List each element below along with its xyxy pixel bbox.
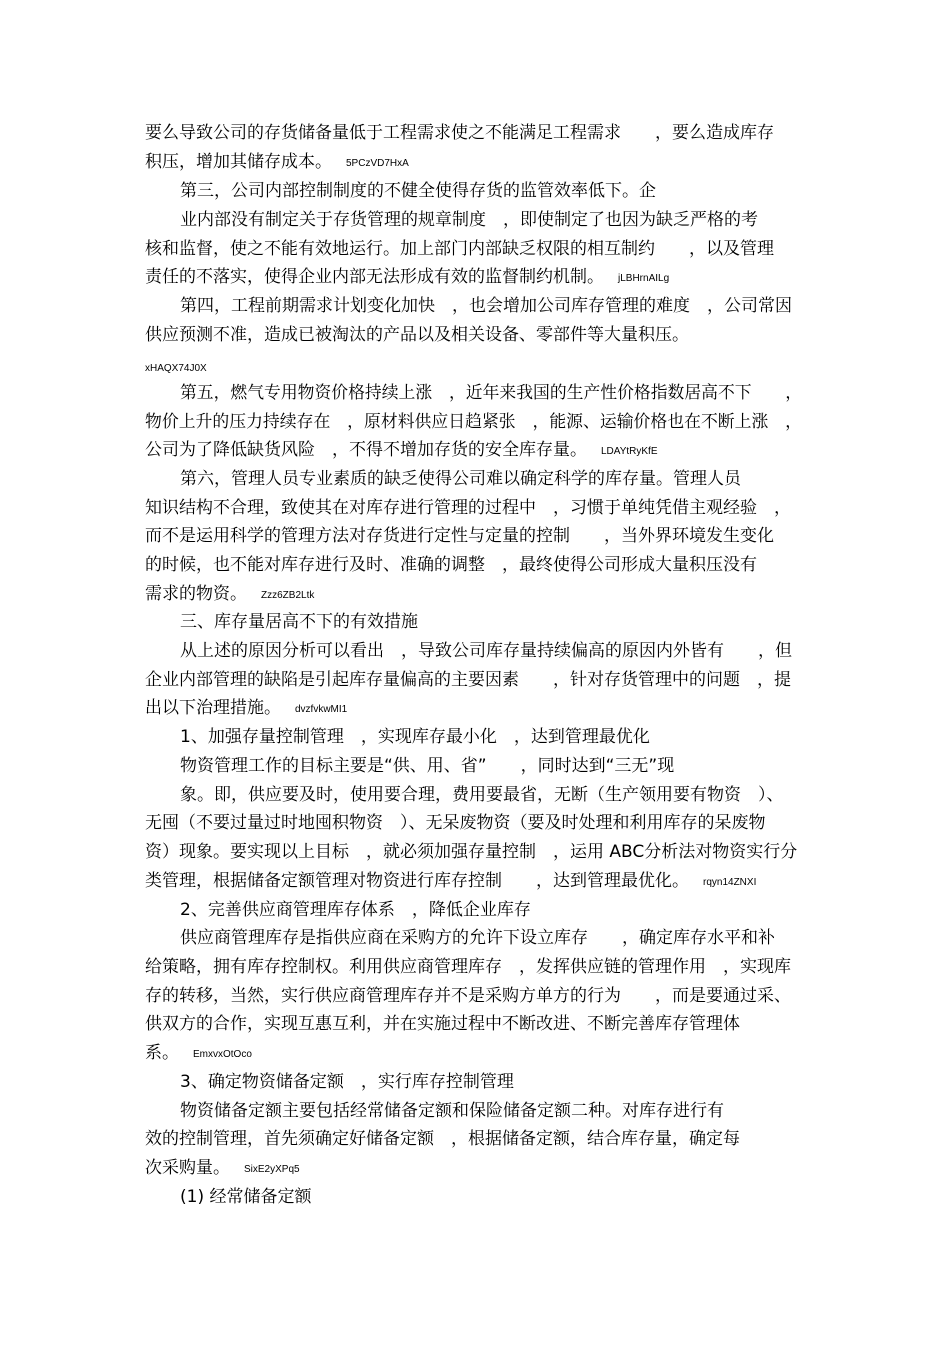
line-text: 无囤（不要过量过时地囤积物资 ）、无呆废物资（要及时处理和利用库存的呆废物 (145, 813, 766, 833)
text-line (145, 583, 314, 605)
text-line (180, 180, 656, 202)
subsection-heading (180, 1071, 514, 1093)
reference-code: 5PCzVD7HxA (346, 158, 409, 169)
heading-text: 3、确定物资储备定额 ，实行库存控制管理 (180, 1072, 514, 1092)
line-text: 供应预测不准，造成已被淘汰的产品以及相关设备、零部件等大量积压。 (145, 325, 689, 345)
text-line (145, 985, 791, 1007)
reference-code: LDAYtRyKfE (601, 446, 658, 457)
line-text: 物价上升的压力持续存在 ，原材料供应日趋紧张 ，能源、运输价格也在不断上涨 ， (145, 412, 803, 432)
reference-code: xHAQX74J0X (145, 363, 207, 374)
text-line (145, 669, 791, 691)
reference-code: Zzz6ZB2Ltk (261, 590, 315, 601)
line-text: 企业内部管理的缺陷是引起库存量偏高的主要因素 ，针对存货管理中的问题 ，提 (145, 670, 791, 690)
line-text: 物资储备定额主要包括经常储备定额和保险储备定额二种。对库存进行有 (180, 1101, 724, 1121)
line-text: 物资管理工作的目标主要是“供、用、省” ，同时达到“三无”现 (180, 756, 675, 776)
text-line (145, 525, 774, 547)
line-text: 第五，燃气专用物资价格持续上涨 ，近年来我国的生产性价格指数居高不下 ， (180, 383, 803, 403)
text-line (145, 151, 409, 173)
text-line (145, 324, 689, 346)
text-line (180, 784, 784, 806)
line-text: 责任的不落实，使得企业内部无法形成有效的监督制约机制。 (145, 267, 604, 287)
text-line (145, 439, 658, 461)
text-line (145, 812, 766, 834)
line-text: 从上述的原因分析可以看出 ，导致公司库存量持续偏高的原因内外皆有 ，但 (180, 641, 792, 661)
reference-code: dvzfvkwMI1 (295, 704, 348, 715)
text-line (145, 356, 207, 378)
subsection-heading (180, 1186, 311, 1208)
line-text: 积压，增加其储存成本。 (145, 152, 332, 172)
reference-code: EmxvxOtOco (193, 1049, 252, 1060)
line-text: 出以下治理措施。 (145, 698, 281, 718)
text-line (180, 468, 741, 490)
text-line (145, 697, 347, 719)
reference-code: SixE2yXPq5 (244, 1164, 300, 1175)
line-text: 象。即，供应要及时，使用要合理，费用要最省，无断（生产领用要有物资 ）、 (180, 785, 784, 805)
text-line (145, 956, 791, 978)
text-line (145, 1013, 740, 1035)
text-line (145, 1042, 252, 1064)
line-text: 第六，管理人员专业素质的缺乏使得公司难以确定科学的库存量。管理人员 (180, 469, 741, 489)
text-line (145, 1128, 740, 1150)
text-line (180, 295, 792, 317)
heading-text: 三、库存量居高不下的有效措施 (180, 612, 418, 632)
text-line (180, 640, 792, 662)
line-text: 第三，公司内部控制制度的不健全使得存货的监管效率低下。企 (180, 181, 656, 201)
heading-text: (1) 经常储备定额 (180, 1187, 312, 1207)
line-text: 核和监督，使之不能有效地运行。加上部门内部缺乏权限的相互制约 ，以及管理 (145, 239, 774, 259)
text-line (180, 382, 802, 404)
reference-code: rqyn14ZNXI (703, 877, 757, 888)
heading-text: 1、加强存量控制管理 ，实现库存最小化 ，达到管理最优化 (180, 727, 650, 747)
text-line (145, 122, 774, 144)
subsection-heading (180, 726, 650, 748)
reference-code: jLBHrnAILg (618, 273, 670, 284)
text-line (180, 1100, 724, 1122)
line-text: 而不是运用科学的管理方法对存货进行定性与定量的控制 ，当外界环境发生变化 (145, 526, 774, 546)
text-line (145, 411, 802, 433)
line-text: 存的转移，当然，实行供应商管理库存并不是采购方单方的行为 ，而是要通过采、 (145, 986, 791, 1006)
line-text: 第四，工程前期需求计划变化加快 ，也会增加公司库存管理的难度 ，公司常因 (180, 296, 792, 316)
line-text: 需求的物资。 (145, 584, 247, 604)
text-line (180, 755, 674, 777)
text-line (145, 497, 791, 519)
heading-text: 2、完善供应商管理库存体系 ，降低企业库存 (180, 900, 531, 920)
text-line (145, 1157, 300, 1179)
text-line (145, 870, 756, 892)
section-heading (180, 611, 418, 633)
line-text: 资）现象。要实现以上目标 ，就必须加强存量控制 ，运用 ABC分析法对物资实行分 (145, 842, 798, 862)
line-text: 供双方的合作，实现互惠互利，并在实施过程中不断改进、不断完善库存管理体 (145, 1014, 740, 1034)
line-text: 要么导致公司的存货储备量低于工程需求使之不能满足工程需求 ，要么造成库存 (145, 123, 774, 143)
text-line (145, 238, 774, 260)
text-line (145, 841, 797, 863)
text-line (145, 554, 757, 576)
line-text: 给策略，拥有库存控制权。利用供应商管理库存 ，发挥供应链的管理作用 ，实现库 (145, 957, 791, 977)
text-line (145, 266, 669, 288)
line-text: 类管理，根据储备定额管理对物资进行库存控制 ，达到管理最优化。 (145, 871, 689, 891)
line-text: 业内部没有制定关于存货管理的规章制度 ，即使制定了也因为缺乏严格的考 (180, 210, 758, 230)
line-text: 供应商管理库存是指供应商在采购方的允许下设立库存 ，确定库存水平和补 (180, 928, 775, 948)
line-text: 知识结构不合理，致使其在对库存进行管理的过程中 ，习惯于单纯凭借主观经验 ， (145, 498, 791, 518)
subsection-heading (180, 899, 531, 921)
line-text: 次采购量。 (145, 1158, 230, 1178)
line-text: 公司为了降低缺货风险 ，不得不增加存货的安全库存量。 (145, 440, 587, 460)
text-line (180, 927, 775, 949)
text-line (180, 209, 758, 231)
line-text: 系。 (145, 1043, 179, 1063)
line-text: 效的控制管理，首先须确定好储备定额 ，根据储备定额，结合库存量，确定每 (145, 1129, 740, 1149)
line-text: 的时候，也不能对库存进行及时、准确的调整 ，最终使得公司形成大量积压没有 (145, 555, 757, 575)
